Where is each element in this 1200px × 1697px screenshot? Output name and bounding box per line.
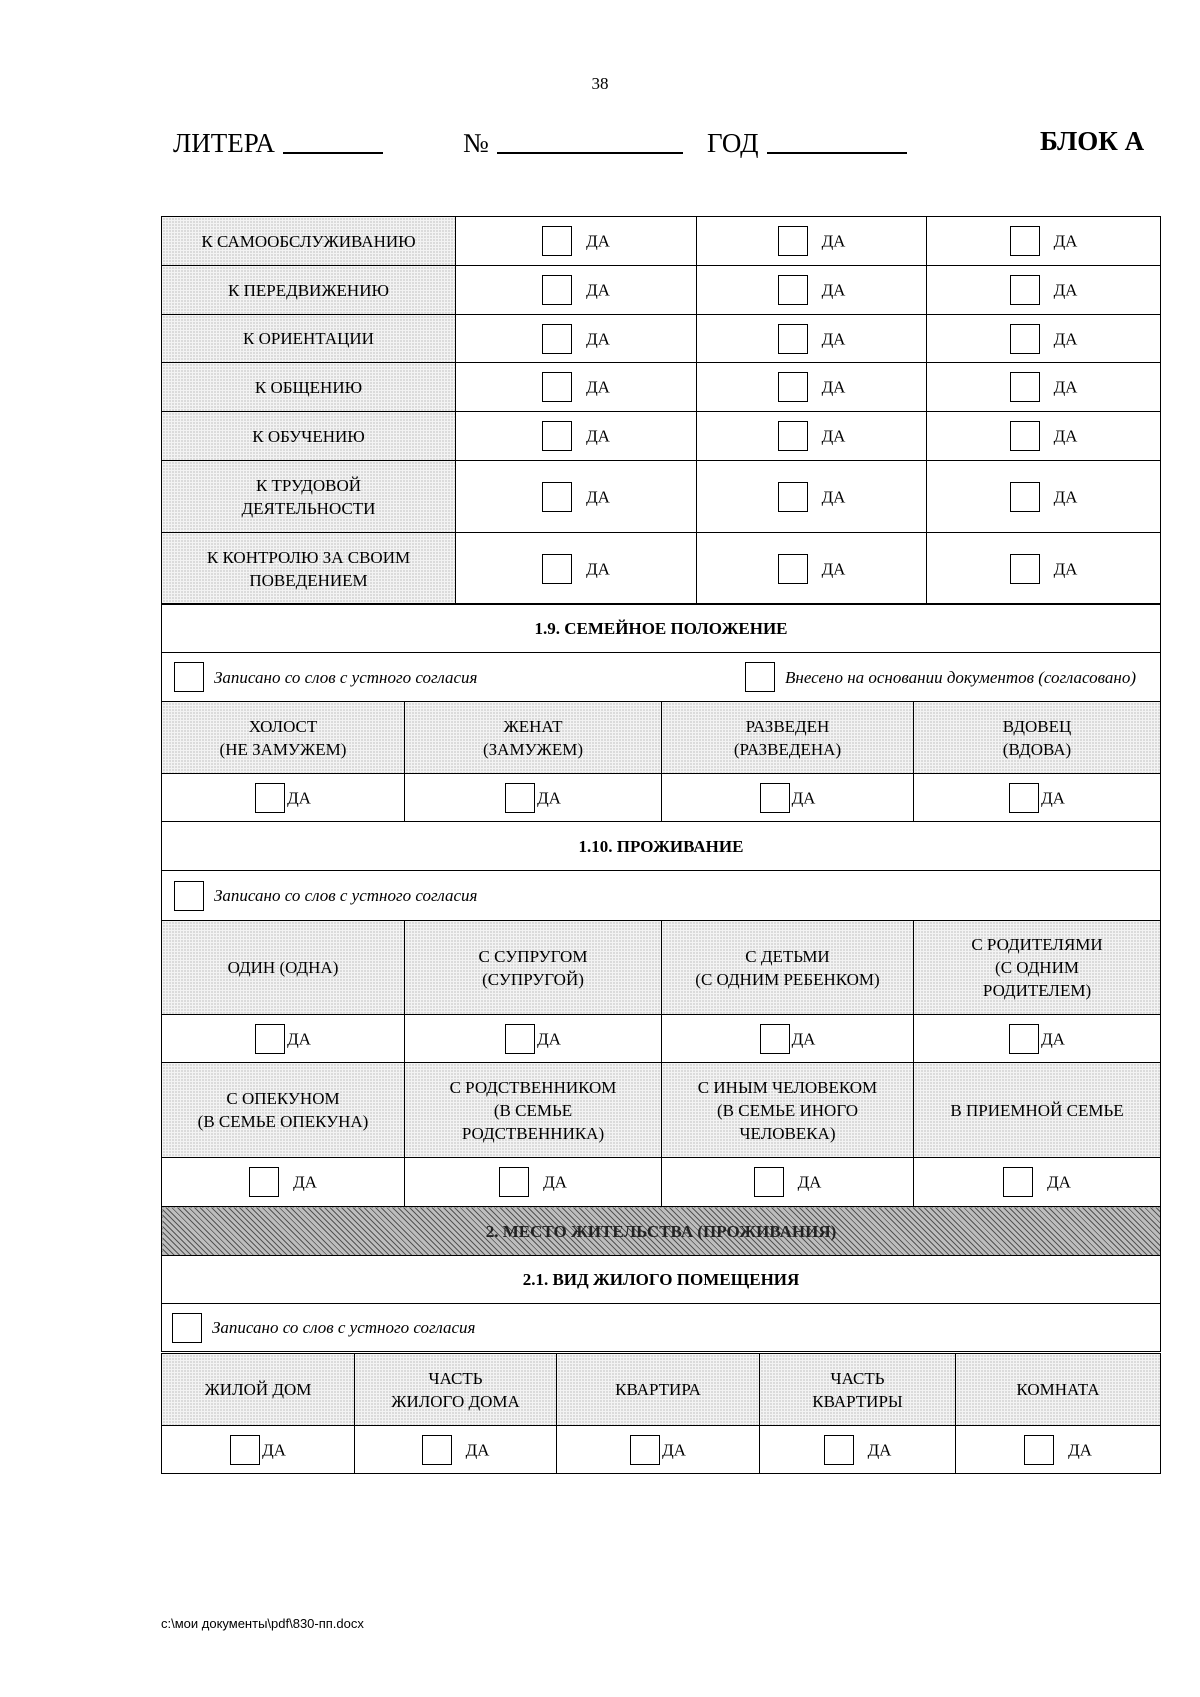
family-option-label: ХОЛОСТ (НЕ ЗАМУЖЕМ) xyxy=(162,702,405,774)
housing-option-label: КОМНАТА xyxy=(956,1354,1161,1426)
checkbox[interactable] xyxy=(505,1024,535,1054)
oral-consent-note: Записано со слов с устного согласия xyxy=(212,1318,476,1337)
living-option: ДА xyxy=(914,1015,1161,1063)
checkbox[interactable] xyxy=(230,1435,260,1465)
litera-blank[interactable] xyxy=(283,126,383,154)
living-checkbox-row xyxy=(162,1158,1161,1207)
checkbox[interactable] xyxy=(542,421,572,451)
documents-checkbox[interactable] xyxy=(745,662,775,692)
checkbox[interactable] xyxy=(1010,226,1040,256)
housing-option: ДА xyxy=(162,1426,355,1474)
ability-row xyxy=(162,533,1161,605)
checkbox[interactable] xyxy=(422,1435,452,1465)
section-header-row xyxy=(162,604,1161,653)
oral-consent-note: Записано со слов с устного согласия xyxy=(214,886,478,905)
checkbox[interactable] xyxy=(1009,783,1039,813)
ability-option: ДА xyxy=(697,461,927,533)
housing-option: ДА xyxy=(956,1426,1161,1474)
ability-label: К ОБУЧЕНИЮ xyxy=(162,412,456,461)
living-option: ДА xyxy=(162,1158,405,1207)
living-option-label: С ОПЕКУНОМ (В СЕМЬЕ ОПЕКУНА) xyxy=(162,1063,405,1158)
checkbox[interactable] xyxy=(1010,275,1040,305)
family-option-label: ЖЕНАТ (ЗАМУЖЕМ) xyxy=(405,702,662,774)
living-note-row xyxy=(162,871,1161,921)
residence-section-row xyxy=(162,1207,1161,1256)
living-option: ДА xyxy=(914,1158,1161,1207)
family-options-row xyxy=(162,702,1161,774)
checkbox[interactable] xyxy=(778,554,808,584)
living-option-label: С ДЕТЬМИ (С ОДНИМ РЕБЕНКОМ) xyxy=(662,921,914,1015)
living-checkbox-row xyxy=(162,1015,1161,1063)
housing-options-row xyxy=(162,1354,1161,1426)
housing-note-cell xyxy=(162,1304,1161,1352)
number-blank[interactable] xyxy=(497,126,683,154)
checkbox[interactable] xyxy=(630,1435,660,1465)
litera-field xyxy=(173,126,383,159)
checkbox[interactable] xyxy=(1003,1167,1033,1197)
checkbox[interactable] xyxy=(1010,324,1040,354)
living-note-cell xyxy=(162,871,1161,921)
housing-type-title: 2.1. ВИД ЖИЛОГО ПОМЕЩЕНИЯ xyxy=(162,1256,1161,1304)
family-option: ДА xyxy=(405,774,662,822)
ability-row xyxy=(162,412,1161,461)
ability-option: ДА xyxy=(927,363,1161,412)
checkbox[interactable] xyxy=(824,1435,854,1465)
living-option: ДА xyxy=(162,1015,405,1063)
ability-label: К ОБЩЕНИЮ xyxy=(162,363,456,412)
housing-option-label: ЖИЛОЙ ДОМ xyxy=(162,1354,355,1426)
checkbox[interactable] xyxy=(542,324,572,354)
living-options-row xyxy=(162,1063,1161,1158)
page-number: 38 xyxy=(591,74,609,93)
year-blank[interactable] xyxy=(767,126,907,154)
checkbox[interactable] xyxy=(778,324,808,354)
ability-row xyxy=(162,217,1161,266)
ability-option: ДА xyxy=(456,533,697,605)
living-option-label: В ПРИЕМНОЙ СЕМЬЕ xyxy=(914,1063,1161,1158)
living-option-label: ОДИН (ОДНА) xyxy=(162,921,405,1015)
checkbox[interactable] xyxy=(778,421,808,451)
checkbox[interactable] xyxy=(760,783,790,813)
family-living-table xyxy=(161,603,1161,1352)
checkbox[interactable] xyxy=(542,275,572,305)
ability-label: К КОНТРОЛЮ ЗА СВОИМ ПОВЕДЕНИЕМ xyxy=(162,533,456,605)
checkbox[interactable] xyxy=(499,1167,529,1197)
housing-option-label: ЧАСТЬ КВАРТИРЫ xyxy=(760,1354,956,1426)
living-section-title: 1.10. ПРОЖИВАНИЕ xyxy=(162,822,1161,871)
checkbox[interactable] xyxy=(1009,1024,1039,1054)
living-option: ДА xyxy=(662,1015,914,1063)
ability-option: ДА xyxy=(456,217,697,266)
footer-file-path: c:\мои документы\pdf\830-пп.docx xyxy=(161,1616,364,1631)
checkbox[interactable] xyxy=(778,226,808,256)
ability-option: ДА xyxy=(456,266,697,315)
ability-option: ДА xyxy=(927,461,1161,533)
ability-option: ДА xyxy=(927,217,1161,266)
documents-note: Внесено на основании документов (согласовано) xyxy=(785,667,1137,687)
checkbox[interactable] xyxy=(1024,1435,1054,1465)
checkbox[interactable] xyxy=(778,275,808,305)
checkbox[interactable] xyxy=(1010,554,1040,584)
checkbox[interactable] xyxy=(1010,482,1040,512)
ability-label: К ПЕРЕДВИЖЕНИЮ xyxy=(162,266,456,315)
living-option-label: С СУПРУГОМ (СУПРУГОЙ) xyxy=(405,921,662,1015)
ability-row xyxy=(162,461,1161,533)
ability-option: ДА xyxy=(697,217,927,266)
checkbox[interactable] xyxy=(754,1167,784,1197)
checkbox[interactable] xyxy=(760,1024,790,1054)
living-option-label: С РОДСТВЕННИКОМ (В СЕМЬЕ РОДСТВЕННИКА) xyxy=(405,1063,662,1158)
checkbox[interactable] xyxy=(505,783,535,813)
living-option-label: С РОДИТЕЛЯМИ (С ОДНИМ РОДИТЕЛЕМ) xyxy=(914,921,1161,1015)
ability-option: ДА xyxy=(697,363,927,412)
checkbox[interactable] xyxy=(542,482,572,512)
housing-type-table xyxy=(161,1353,1161,1474)
oral-consent-note: Записано со слов с устного согласия xyxy=(214,667,478,687)
number-field xyxy=(463,126,683,159)
checkbox[interactable] xyxy=(542,226,572,256)
ability-option: ДА xyxy=(697,533,927,605)
living-option: ДА xyxy=(405,1158,662,1207)
number-label: № xyxy=(463,128,489,158)
section-header-row xyxy=(162,822,1161,871)
ability-option: ДА xyxy=(927,412,1161,461)
ability-option: ДА xyxy=(456,363,697,412)
ability-option: ДА xyxy=(927,315,1161,363)
checkbox[interactable] xyxy=(255,783,285,813)
checkbox[interactable] xyxy=(542,372,572,402)
abilities-table xyxy=(161,216,1161,605)
ability-option: ДА xyxy=(697,266,927,315)
residence-section-title: 2. МЕСТО ЖИТЕЛЬСТВА (ПРОЖИВАНИЯ) xyxy=(162,1207,1161,1256)
living-options-row xyxy=(162,921,1161,1015)
oral-consent-checkbox[interactable] xyxy=(174,881,204,911)
family-option: ДА xyxy=(914,774,1161,822)
litera-label: ЛИТЕРА xyxy=(173,128,275,158)
ability-label: К САМООБСЛУЖИВАНИЮ xyxy=(162,217,456,266)
ability-label: К ТРУДОВОЙ ДЕЯТЕЛЬНОСТИ xyxy=(162,461,456,533)
ability-option: ДА xyxy=(697,315,927,363)
checkbox[interactable] xyxy=(1010,372,1040,402)
checkbox[interactable] xyxy=(778,482,808,512)
ability-option: ДА xyxy=(927,533,1161,605)
section-header-row xyxy=(162,1256,1161,1304)
housing-option: ДА xyxy=(760,1426,956,1474)
ability-row xyxy=(162,266,1161,315)
family-note-row xyxy=(162,653,1161,702)
family-note-cell xyxy=(162,653,1161,702)
ability-option: ДА xyxy=(456,461,697,533)
ability-option: ДА xyxy=(697,412,927,461)
living-option: ДА xyxy=(405,1015,662,1063)
housing-checkbox-row xyxy=(162,1426,1161,1474)
family-option-label: РАЗВЕДЕН (РАЗВЕДЕНА) xyxy=(662,702,914,774)
living-option: ДА xyxy=(662,1158,914,1207)
ability-row xyxy=(162,315,1161,363)
oral-consent-checkbox[interactable] xyxy=(172,1313,202,1343)
checkbox[interactable] xyxy=(255,1024,285,1054)
checkbox[interactable] xyxy=(1010,421,1040,451)
family-option: ДА xyxy=(162,774,405,822)
ability-row xyxy=(162,363,1161,412)
housing-note-row xyxy=(162,1304,1161,1352)
checkbox[interactable] xyxy=(542,554,572,584)
housing-option-label: КВАРТИРА xyxy=(557,1354,760,1426)
family-section-title: 1.9. СЕМЕЙНОЕ ПОЛОЖЕНИЕ xyxy=(162,604,1161,653)
ability-option: ДА xyxy=(927,266,1161,315)
checkbox[interactable] xyxy=(778,372,808,402)
housing-option: ДА xyxy=(355,1426,557,1474)
year-label: ГОД xyxy=(707,128,759,158)
family-checkbox-row xyxy=(162,774,1161,822)
ability-label: К ОРИЕНТАЦИИ xyxy=(162,315,456,363)
housing-option: ДА xyxy=(557,1426,760,1474)
ability-option: ДА xyxy=(456,315,697,363)
ability-option: ДА xyxy=(456,412,697,461)
housing-option-label: ЧАСТЬ ЖИЛОГО ДОМА xyxy=(355,1354,557,1426)
oral-consent-checkbox[interactable] xyxy=(174,662,204,692)
family-option: ДА xyxy=(662,774,914,822)
living-option-label: С ИНЫМ ЧЕЛОВЕКОМ (В СЕМЬЕ ИНОГО ЧЕЛОВЕКА) xyxy=(662,1063,914,1158)
family-option-label: ВДОВЕЦ (ВДОВА) xyxy=(914,702,1161,774)
checkbox[interactable] xyxy=(249,1167,279,1197)
block-label: БЛОК А xyxy=(1040,126,1145,156)
year-field xyxy=(707,126,907,159)
